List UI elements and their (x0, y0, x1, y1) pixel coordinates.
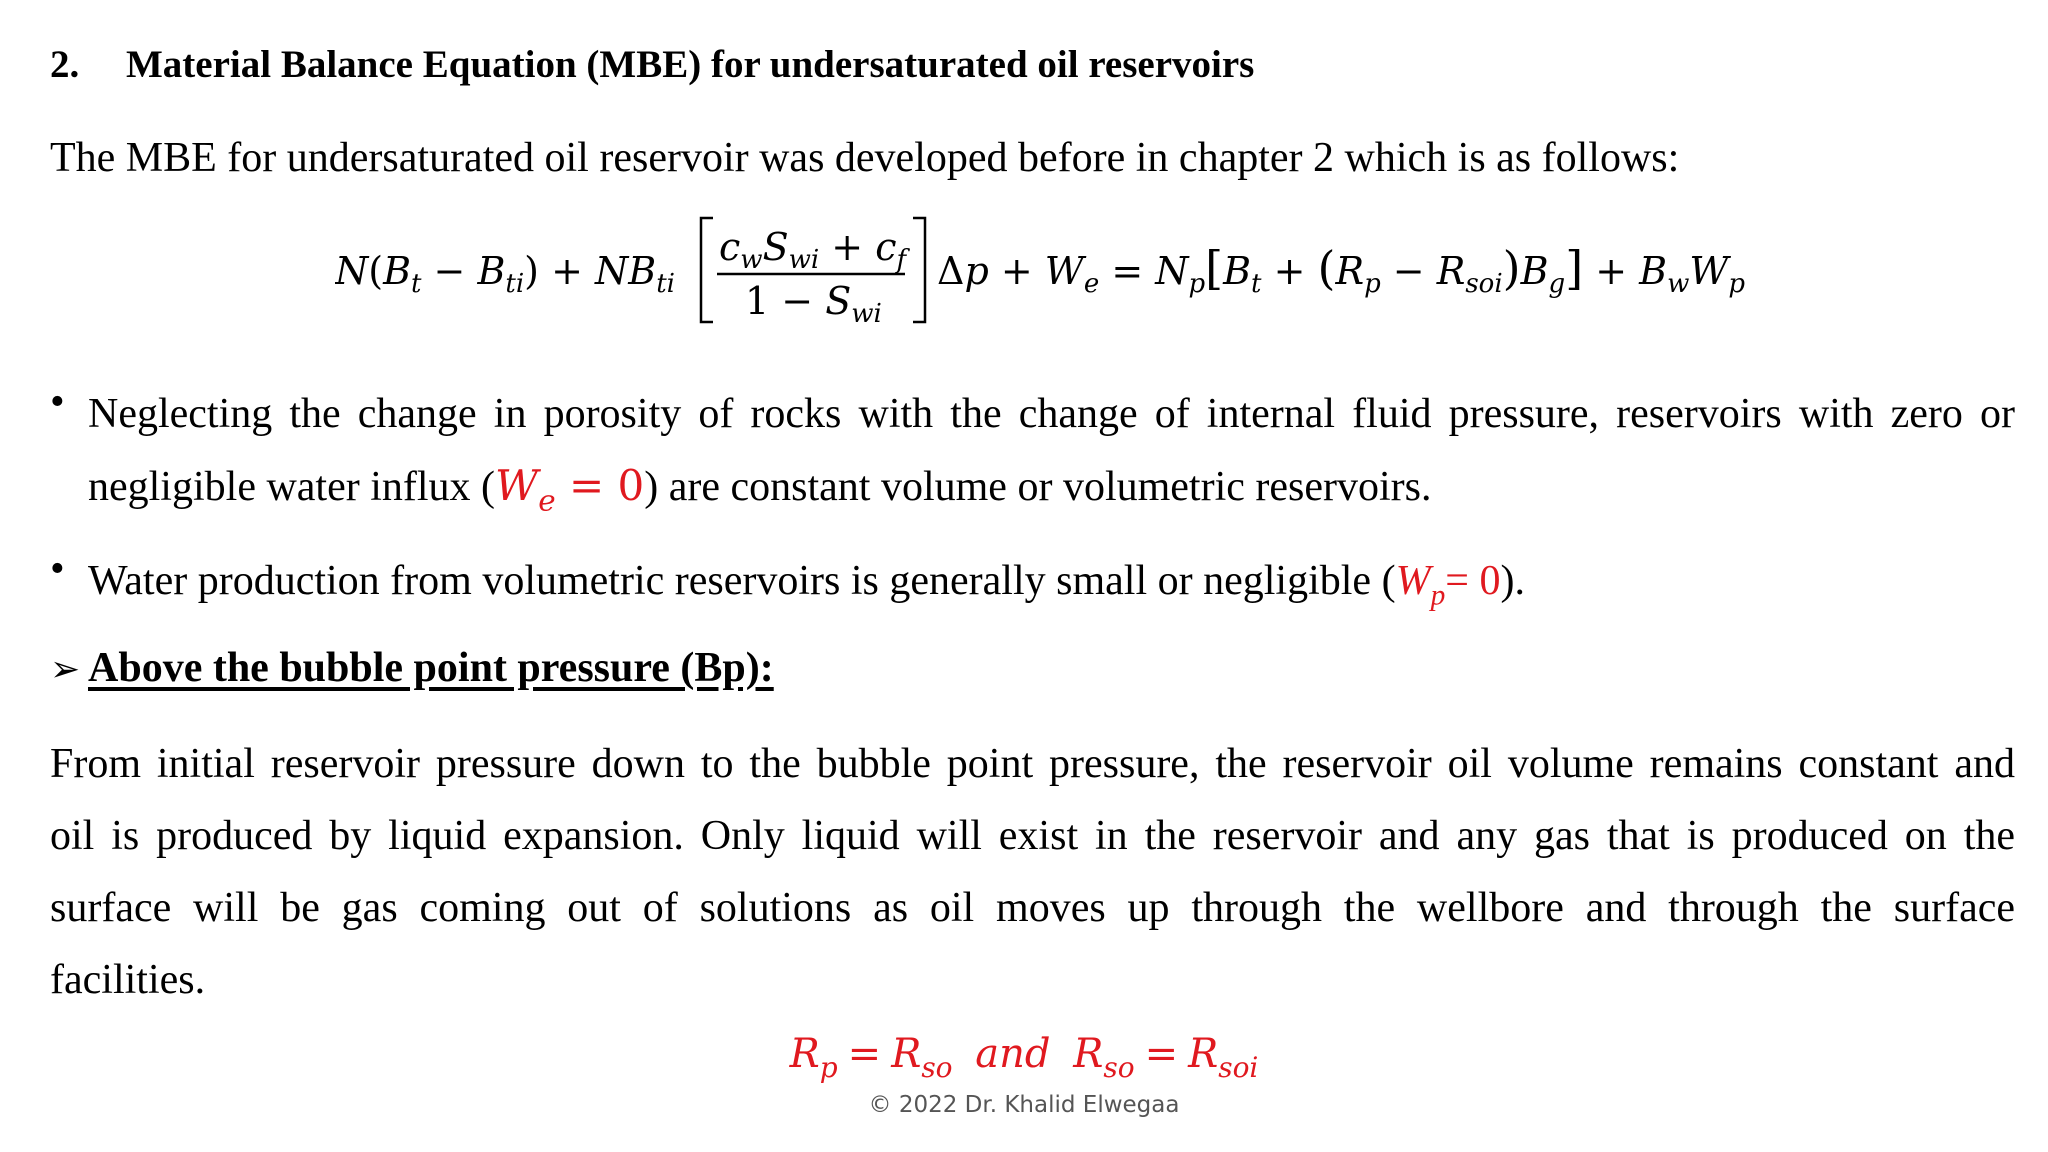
water-influx-zero: $W_e = 0$ (495, 461, 645, 518)
bullet-line-end: ) are constant volume or volumetric reservoirs. (644, 464, 1432, 510)
paragraph-line: From initial reservoir pressure down to the bubble point pressure, the reservoir oil volume remains constant and (50, 741, 2015, 787)
bullet-dot: • (50, 546, 65, 592)
condition-equation: $R_p = R_{so}$ and $R_{so} = R_{soi}$ (789, 1031, 1259, 1084)
mbe-equation (335, 210, 1755, 330)
bullet-text (88, 378, 2015, 536)
bullet-item (50, 378, 2015, 528)
arrow-bullet-icon: ➢ (50, 649, 81, 690)
section-heading (50, 42, 1254, 87)
bullet-line-end: ). (1500, 558, 1525, 604)
subheading (50, 644, 774, 692)
copyright-footer: © 2022 Dr. Khalid Elwegaa (868, 1092, 1180, 1118)
paragraph-line: oil is produced by liquid expansion. Only liquid will exist in the reservoir and any gas that is produced on the (50, 813, 2015, 859)
subheading-text: Above the bubble point pressure (Bp): (88, 645, 774, 691)
water-production-zero: $W_p= 0$ (1395, 558, 1501, 612)
svg-text:Δp + We = Np[Bt + (Rp − Rsoi)B: $\Delta p + W_e = N_p[B_t + (R_p - R_{soi})B_g] + B_wW_p$ (937, 241, 1746, 299)
intro-text: The MBE for undersaturated oil reservoir was developed before in chapter 2 which is as follows: (50, 135, 1680, 181)
paragraph-line: surface will be gas coming out of solutions as oil moves up through the wellbore and through the surface (50, 885, 2015, 931)
bullet-line: Water production from volumetric reservoirs is generally small or negligible ( (88, 558, 1396, 604)
bullet-item (50, 545, 2015, 617)
bullet-line: negligible water influx ( (88, 464, 496, 510)
svg-text:N(Bt − Bti) + NBti: $N(B_t - B_{ti}) + NB_{ti}$ (335, 249, 675, 299)
paragraph-line: facilities. (50, 957, 206, 1003)
description-paragraph (50, 728, 2015, 1016)
svg-text:cwSwi + cf: $c_wS_{wi} + c_f$ (719, 225, 907, 275)
bullet-dot: • (50, 379, 65, 425)
section-number: 2. (50, 43, 80, 86)
bullet-text (88, 545, 2015, 631)
svg-text:1 − Swi: $1 - S_{wi}$ (745, 279, 882, 329)
bullet-line: Neglecting the change in porosity of rocks with the change of internal fluid pressure, reservoirs with zero or (88, 391, 2015, 437)
section-title: Material Balance Equation (MBE) for undersaturated oil reservoirs (126, 43, 1255, 86)
